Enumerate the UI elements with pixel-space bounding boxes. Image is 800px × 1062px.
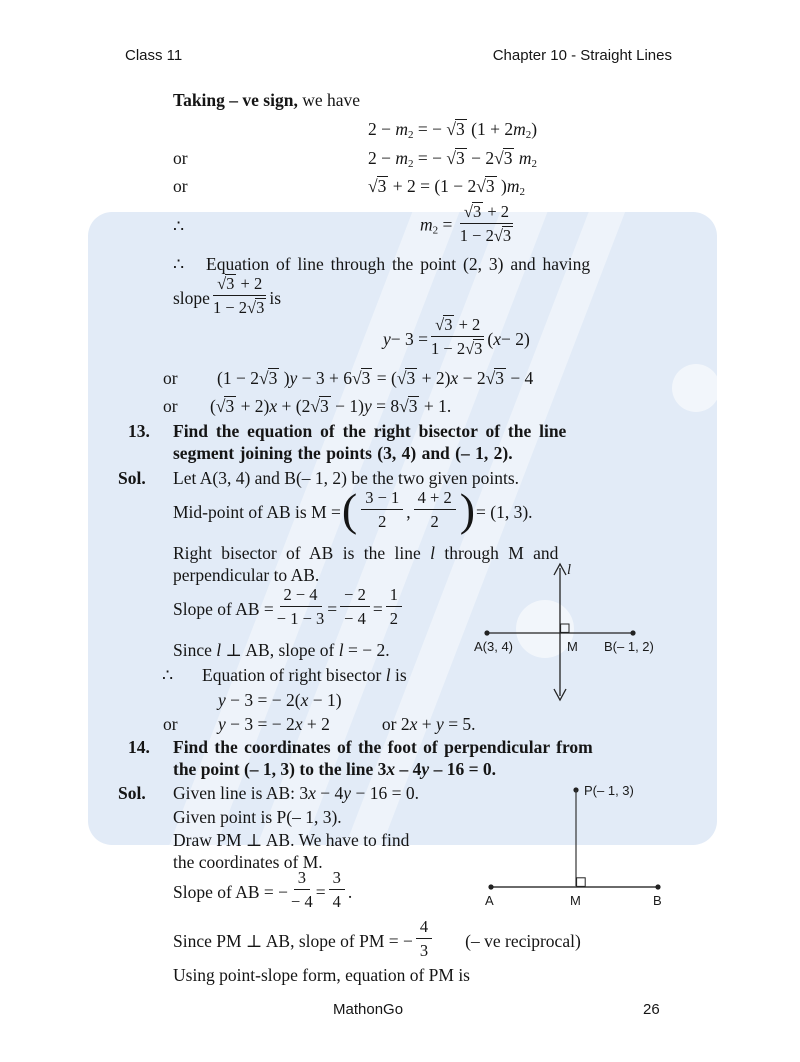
question-13-row (128, 419, 566, 443)
equation-3-row (173, 174, 525, 198)
question-number: 13. (128, 421, 150, 441)
therefore-label: ∴ (173, 216, 185, 236)
equation-bisector-2: y − 3 = − 2x + 2 or 2x + y = 5. (218, 714, 476, 734)
or-label: or (163, 368, 178, 388)
equation-bisector-2-row (163, 712, 476, 736)
point-p-label: P(– 1, 3) (584, 783, 634, 798)
question-14-text-1: Find the coordinates of the foot of perpendicular from (173, 737, 593, 757)
line-slope-ab: Slope of AB = $\frac{2 - 4}{- 1 - 3}$ = $\frac{- 2}{- 4}$ = $\frac{1}{2}$ (173, 586, 405, 632)
line-l-label: l (567, 562, 572, 578)
right-angle-mark (561, 624, 569, 632)
point-b-label: B (653, 893, 662, 908)
question-14-row (128, 735, 593, 759)
point-b-dot (655, 884, 660, 889)
solution-13-text: Let A(3, 4) and B(– 1, 2) be the two given points. (173, 468, 520, 488)
line-slope-pm: Since PM ⊥ AB, slope of PM = − $\frac{4}{3}$ (– ve reciprocal) (173, 916, 581, 960)
sol-label: Sol. (118, 783, 146, 803)
phrase-rest: we have (297, 90, 361, 110)
line-since-l-perp: Since l ⊥ AB, slope of l = − 2. (173, 640, 390, 660)
line-equation-of-line (173, 252, 590, 276)
point-a-label: A(3, 4) (474, 639, 514, 654)
line-slope-ab-2: Slope of AB = − $\frac{3}{- 4}$ = $\frac{3}{4}$ . (173, 867, 353, 911)
solution-14-row (118, 781, 419, 805)
equation-m2-row (173, 203, 516, 249)
page-number: 26 (643, 1001, 660, 1018)
line-slope-fraction: slope $\frac{√3 + 2}{1 - 2√3}$ is (173, 273, 282, 317)
equation-5: (√3 + 2)x + (2√3 − 1)y = 8√3 + 1. (210, 396, 452, 416)
therefore-label: ∴ (162, 665, 174, 685)
equation-3: √3 + 2 = (1 − 2√3 )$m_2$ (368, 176, 525, 198)
equation-bisector-1: y − 3 = − 2(x − 1) (218, 690, 342, 710)
point-a-dot (484, 630, 489, 635)
or-label: or (163, 714, 178, 734)
header-class: Class 11 (125, 47, 183, 64)
point-a-dot (488, 884, 493, 889)
line-right-bisector: Right bisector of AB is the line l through M and (173, 543, 559, 563)
or-label: or (173, 176, 188, 196)
sol-label: Sol. (118, 468, 146, 488)
point-a-label: A (485, 893, 494, 908)
question-14-text-2: the point (– 1, 3) to the line 3x – 4y – 16 = 0. (173, 759, 497, 779)
bold-phrase: Taking – ve sign, (173, 90, 298, 110)
therefore-label: ∴ (173, 254, 185, 274)
line-midpoint: Mid-point of AB is M = ( $\frac{3 - 1}{2}$ , $\frac{4 + 2}{2}$ ) = (1, 3). (173, 484, 533, 535)
question-number: 14. (128, 737, 150, 757)
equation-2: $2 - m_2$ = − √3 − 2√3 $m_2$ (368, 148, 537, 170)
line-draw-pm: Draw PM ⊥ AB. We have to find (173, 830, 410, 850)
header-chapter: Chapter 10 - Straight Lines (492, 47, 672, 64)
question-13-text-1: Find the equation of the right bisector of the line (173, 421, 567, 441)
equation-2-row (173, 146, 537, 170)
line-point-slope-form: Using point-slope form, equation of PM is (173, 965, 470, 985)
point-b-dot (630, 630, 635, 635)
equation-4-row (163, 366, 533, 390)
sentence: Equation of line through the point (2, 3) and having (206, 254, 591, 274)
line-coordinates-m: the coordinates of M. (173, 852, 323, 872)
point-m-label: M (570, 893, 581, 908)
or-label: or (163, 396, 178, 416)
right-angle-mark (577, 878, 586, 887)
equation-5-row (163, 394, 451, 418)
point-m-label: M (567, 639, 578, 654)
question-13-text-2: segment joining the points (3, 4) and (– 1, 2). (173, 443, 513, 463)
point-b-label: B(– 1, 2) (604, 639, 654, 654)
diagram-right-bisector (468, 556, 680, 708)
footer-brand: MathonGo (333, 1001, 404, 1018)
line-taking-ve-sign (173, 88, 360, 112)
line-eq-right-bisector (162, 663, 407, 687)
watermark-circle (672, 364, 717, 412)
or-label: or (173, 148, 188, 168)
equation-point-slope: y − 3 = $\frac{√3 + 2}{1 - 2√3}$ ( x − 2) (383, 314, 530, 358)
line-given-point: Given point is P(– 1, 3). (173, 807, 342, 827)
equation-4: (1 − 2√3 )y − 3 + 6√3 = (√3 + 2)x − 2√3 − 4 (217, 368, 534, 388)
diagram-foot-perpendicular (478, 778, 688, 910)
equation-1: $2 - m_2$ = − √3 $(1 + 2m_2)$ (368, 119, 538, 141)
equation-m2: $m_2$ = $\frac{√3 + 2}{1 - 2√3}$ (420, 201, 512, 245)
sentence: Equation of right bisector l is (202, 665, 407, 685)
line-perpendicular: perpendicular to AB. (173, 565, 320, 585)
solution-14-text: Given line is AB: 3x − 4y − 16 = 0. (173, 783, 419, 803)
